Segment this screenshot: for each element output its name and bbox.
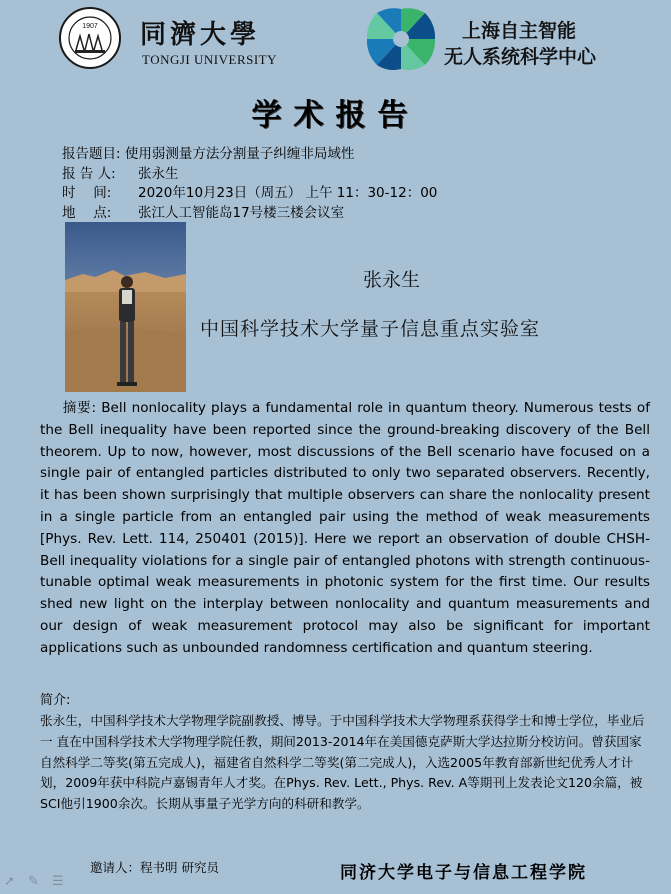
- host-school: 同济大学电子与信息工程学院: [340, 863, 587, 883]
- speaker-affiliation: 中国科学技术大学量子信息重点实验室: [200, 318, 541, 340]
- abstract-label: 摘要:: [62, 400, 97, 416]
- tongji-name-cn: 同濟大學: [140, 20, 261, 50]
- place-value: 张江人工智能岛17号楼三楼会议室: [138, 205, 345, 221]
- topic-label: 报告题目:: [62, 146, 121, 162]
- bio-heading: 简介:: [40, 693, 71, 708]
- speaker-label: 报 告 人:: [62, 166, 116, 182]
- tongji-seal-logo: [58, 6, 122, 70]
- speaker-row: [62, 162, 179, 182]
- inviter-line: 邀请人：程书明 研究员: [90, 860, 219, 875]
- speaker-photo: [65, 222, 186, 392]
- center-logo: [362, 8, 440, 70]
- speaker-name: 张永生: [363, 269, 421, 291]
- tongji-name-en: TONGJI UNIVERSITY: [142, 52, 278, 67]
- slide-toolbar: [4, 870, 104, 892]
- menu-icon[interactable]: ☰: [52, 874, 64, 889]
- speaker-value: 张永生: [138, 166, 179, 182]
- pen-icon[interactable]: ✎: [28, 874, 39, 889]
- center-name-line2: 无人系统科学中心: [444, 46, 597, 68]
- place-label: 地 点:: [62, 205, 112, 221]
- abstract-block: [40, 398, 650, 660]
- abstract-text: Bell nonlocality plays a fundamental role in quantum theory. Numerous tests of the Bell inequality have been reported since the ground-breaking discovery of the Bell theorem. Up to now, however, most discussions of the Bell scenario have focused on a single pair of entangled particles distributed to only two separated observers. Recently, it has been shown surprisingly that multiple observers can share the nonlocality present in a single particle from an entangled pair using the method of weak measurements [Phys. Rev. Lett. 114, 250401 (2015)]. Here we report an observation of double CHSH-Bell inequality violations for a single pair of entangled photons with strength continuous-tunable optimal weak measurements in photonic system for the first time. Our results shed new light on the interplay between nonlocality and quantum measurements and our design of weak measurement protocol may also be significant for important applications such as unbounded randomness certification and quantum steering.: [40, 400, 650, 656]
- bio-text: 张永生，中国科学技术大学物理学院副教授、博导。于中国科学技术大学物理系获得学士和博士学位，毕业后一 直在中国科学技术大学物理学院任教，期间2013-2014年在美国德克萨斯大学达拉斯分校访问。曾获国家自然科学二等奖(第五完成人)，福建省自然科学二等奖(第二完成人)，入选2005年教育部新世纪优秀人才计划，2009年获中科院卢嘉锡青年人才奖。在Phys. Rev. Lett., Phys. Rev. A等期刊上发表论文120余篇，被SCI他引1900余次。长期从事量子光学方向的科研和教学。: [40, 713, 645, 812]
- place-row: [62, 201, 344, 221]
- topic-value: 使用弱测量方法分割量子纠缠非局域性: [124, 146, 355, 162]
- time-row: [62, 181, 437, 201]
- arrow-icon[interactable]: ➚: [4, 874, 15, 889]
- report-title: 学术报告: [251, 98, 420, 133]
- topic-row: [62, 142, 354, 162]
- time-label: 时 间:: [62, 185, 112, 201]
- time-value: 2020年10月23日（周五） 上午 11：30-12：00: [138, 185, 438, 201]
- center-name-line1: 上海自主智能: [462, 20, 577, 42]
- tongji-seal-year: 1907: [82, 23, 98, 30]
